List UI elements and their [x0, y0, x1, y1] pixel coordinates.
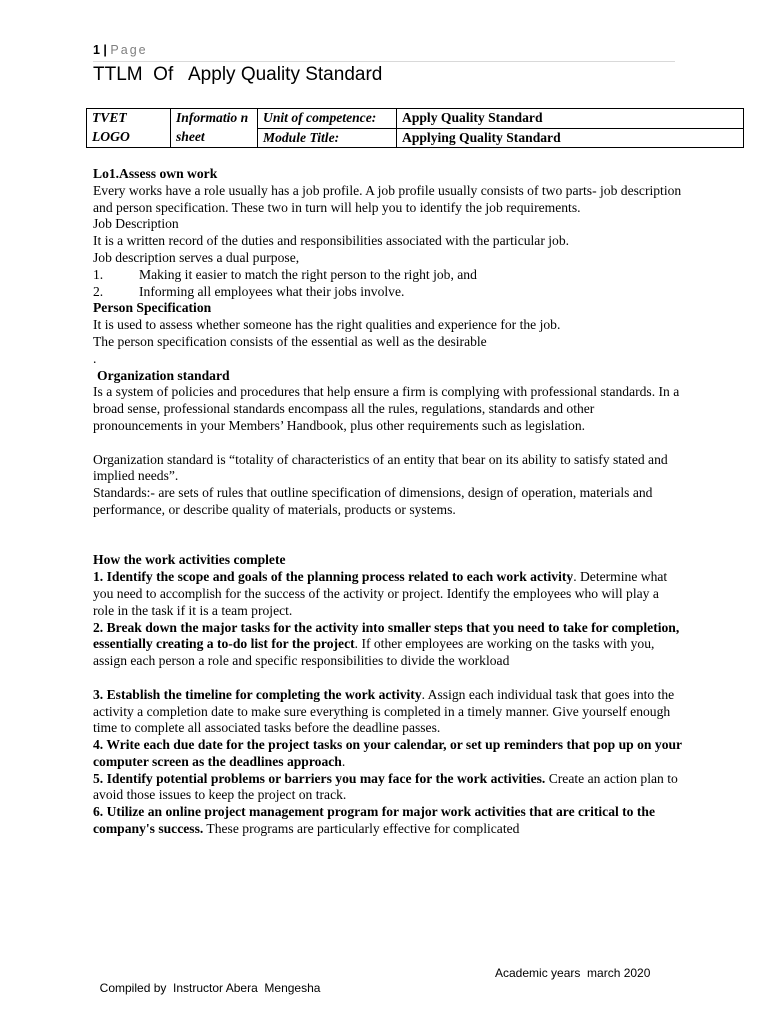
module-value-cell: Applying Quality Standard — [397, 128, 744, 148]
step-paragraph — [93, 620, 683, 670]
list-item-number: 2. — [93, 283, 104, 299]
document-title: TTLM Of Apply Quality Standard — [93, 64, 383, 85]
page-number-separator: | — [99, 43, 111, 57]
step-paragraph — [93, 804, 683, 838]
page-footer — [93, 966, 673, 1011]
unit-value-cell: Apply Quality Standard — [397, 109, 744, 129]
step-title: 5. Identify potential problems or barriers you may face for the work activities. — [93, 770, 546, 786]
list-item-text: Making it easier to match the right person to the right job, and — [139, 266, 477, 282]
lo1-heading: Lo1.Assess own work — [93, 166, 218, 181]
spacer — [93, 519, 683, 536]
stray-dot: . — [93, 350, 97, 366]
sheet-type-cell: Informatio n sheet — [171, 109, 258, 148]
footer-compiled-by: Compiled by Instructor Abera Mengesha — [99, 981, 321, 995]
step-text: These programs are particularly effective for complicated — [203, 821, 520, 837]
work-activities-heading: How the work activities complete — [93, 552, 286, 568]
organization-standard-text: Is a system of policies and procedures that help ensure a firm is complying with professional standards. In a broad sense, professional standards encompass all the rules, regulations, standards and other pronouncements in your Members’ Handbook, plus other requirements such as legislation. — [93, 384, 680, 433]
info-table-row-unit — [87, 109, 744, 129]
step-paragraph — [93, 687, 683, 737]
step-paragraph — [93, 737, 683, 771]
list-item — [93, 284, 683, 301]
step-text: . Assign each individual task that goes into the activity a completion date to make sure everything is completed in a timely manner. Give yourself enough time to complete all associated tasks before the deadline passes. — [93, 686, 675, 736]
spacer — [93, 670, 683, 687]
step-title: 2. Break down the major tasks for the activity into smaller steps that you need to take for completion, essentially creating a to-do list for the project — [93, 619, 680, 652]
spacer — [93, 536, 683, 553]
organization-standard-definition: Organization standard is “totality of characteristics of an entity that bear on its ability to satisfy stated and implied needs”. — [93, 451, 668, 484]
list-item — [93, 267, 683, 284]
document-body — [93, 166, 683, 838]
spacer — [93, 435, 683, 452]
person-specification-text: It is used to assess whether someone has the right qualities and experience for the job. — [93, 317, 561, 333]
list-item-text: Informing all employees what their jobs involve. — [139, 283, 405, 299]
step-text: . If other employees are working on the tasks with you, assign each person a role and specific responsibilities to divide the workload — [93, 636, 655, 669]
lo1-paragraph: Every works have a role usually has a job profile. A job profile usually consists of two parts- job description and person specification. These two in turn will help you to identify the job requirements. — [93, 182, 682, 215]
footer-academic-year: Academic years march 2020 — [495, 966, 651, 980]
page-label: Page — [110, 43, 148, 57]
step-title: 3. Establish the timeline for completing the work activity — [93, 686, 422, 702]
step-title: 4. Write each due date for the project tasks on your calendar, or set up reminders that pop up on your computer screen as the deadlines approach — [93, 737, 682, 769]
module-label-cell: Module Title: — [258, 128, 397, 148]
person-specification-text-2: The person specification consists of the essential as well as the desirable — [93, 333, 487, 349]
job-description-heading: Job Description — [93, 216, 179, 232]
step-text: . — [341, 753, 346, 769]
person-specification-heading: Person Specification — [93, 300, 212, 316]
job-description-purpose: Job description serves a dual purpose, — [93, 249, 300, 265]
step-paragraph — [93, 569, 683, 619]
step-title: 6. Utilize an online project management program for major work activities that are critical to the company's success. — [93, 804, 656, 837]
step-text: . Determine what you need to accomplish for the success of the activity or project. Identify the employees who will play a role in the task if it is a team project. — [93, 569, 668, 618]
step-text: Create an action plan to avoid those issues to keep the project on track. — [93, 770, 678, 803]
page-number — [93, 43, 148, 58]
organization-standard-heading: Organization standard — [97, 367, 230, 383]
header-rule — [93, 61, 675, 62]
standards-definition: Standards:- are sets of rules that outline specification of dimensions, design of operation, materials and performance, or describe quality of materials, products or systems. — [93, 485, 653, 517]
unit-label-cell: Unit of competence: — [258, 109, 397, 129]
step-paragraph — [93, 771, 683, 805]
list-item-number: 1. — [93, 266, 104, 282]
page-number-value: 1 — [93, 43, 100, 57]
step-title: 1. Identify the scope and goals of the planning process related to each work activity — [93, 569, 574, 585]
info-table — [86, 108, 744, 148]
tvet-logo-cell: TVET LOGO — [87, 109, 171, 148]
job-description-text: It is a written record of the duties and responsibilities associated with the particular job. — [93, 233, 570, 249]
